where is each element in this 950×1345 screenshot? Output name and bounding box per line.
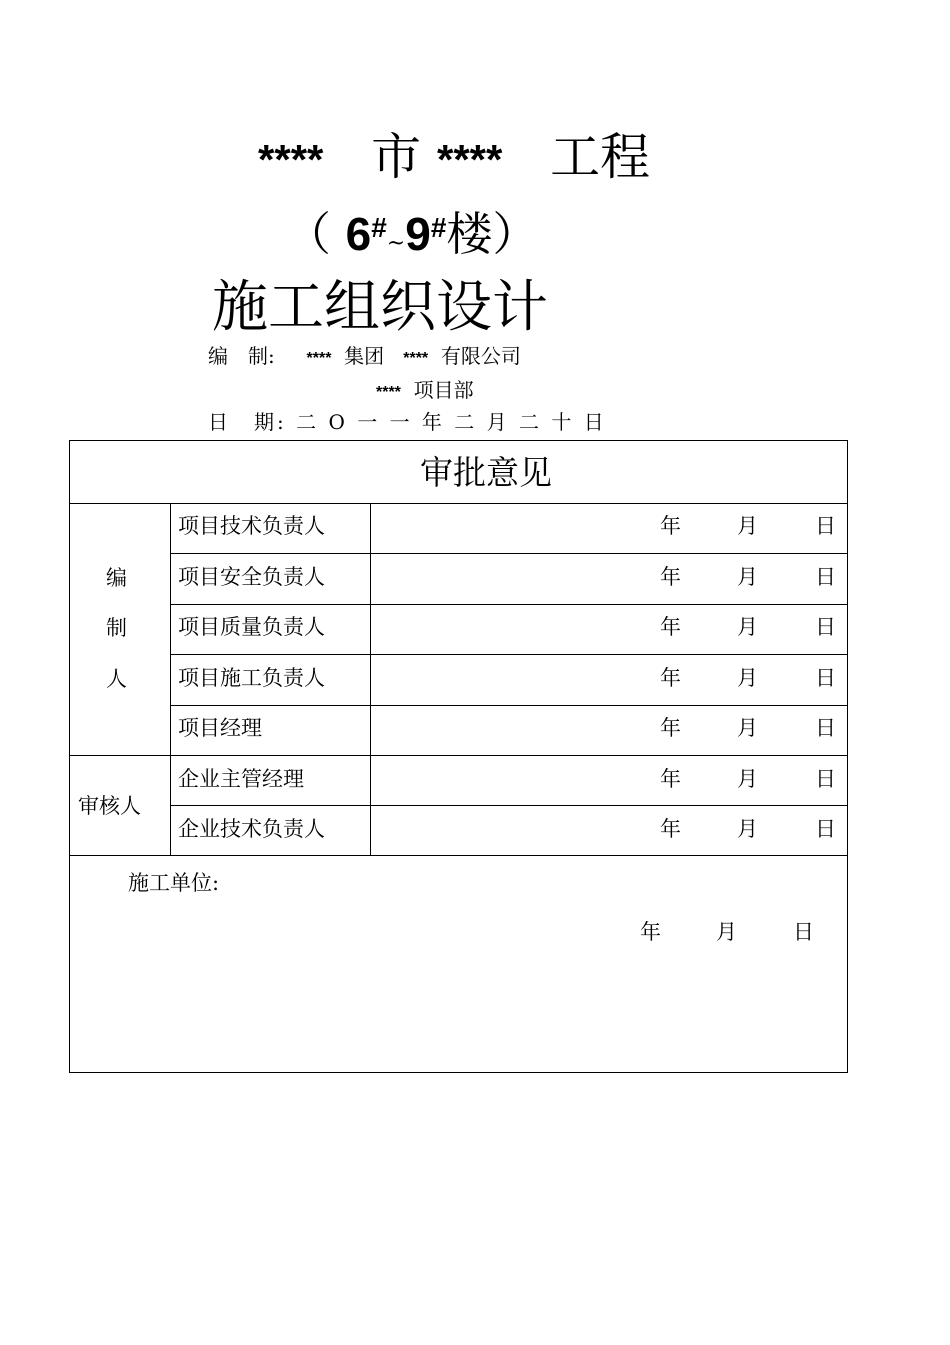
date-label: 日 期: bbox=[208, 410, 287, 434]
preparers-label-char: 制 bbox=[106, 616, 127, 640]
row-year: 年 bbox=[660, 767, 681, 791]
unit-year: 年 bbox=[640, 920, 661, 944]
row-year: 年 bbox=[660, 666, 681, 690]
row-role: 项目施工负责人 bbox=[178, 666, 325, 690]
compiler-label: 编 制: bbox=[208, 344, 275, 368]
title-to-mark: # bbox=[430, 212, 447, 243]
row-month: 月 bbox=[737, 666, 758, 690]
table-rule bbox=[70, 503, 847, 504]
document-title: 施工组织设计 bbox=[212, 275, 548, 340]
row-year: 年 bbox=[660, 514, 681, 538]
row-year: 年 bbox=[660, 565, 681, 589]
title-project: 工程 bbox=[550, 128, 651, 186]
unit-day: 日 bbox=[793, 920, 814, 944]
compiler-stars-2: **** bbox=[403, 350, 429, 367]
compiler-company: 有限公司 bbox=[440, 344, 521, 368]
title-building-suffix: 楼） bbox=[446, 207, 539, 261]
title-building-to: 9 bbox=[405, 208, 431, 260]
preparers-label-char: 人 bbox=[106, 667, 127, 691]
title-tilde: ~ bbox=[386, 231, 406, 256]
row-month: 月 bbox=[737, 716, 758, 740]
row-month: 月 bbox=[737, 565, 758, 589]
preparers-label-char: 编 bbox=[106, 566, 127, 590]
dept-stars: **** bbox=[376, 384, 401, 401]
table-rule bbox=[170, 553, 847, 554]
approval-heading: 审批意见 bbox=[420, 453, 552, 492]
compiler-stars-1: **** bbox=[306, 350, 332, 367]
row-day: 日 bbox=[815, 514, 836, 538]
dept-line bbox=[376, 377, 474, 406]
row-month: 月 bbox=[737, 817, 758, 841]
table-rule bbox=[170, 503, 171, 855]
row-day: 日 bbox=[815, 716, 836, 740]
date-value: 二 О 一 一 年 二 月 二 十 日 bbox=[296, 410, 607, 434]
row-role: 项目技术负责人 bbox=[178, 514, 325, 538]
unit-month: 月 bbox=[716, 920, 737, 944]
reviewers-label: 审核人 bbox=[78, 794, 141, 818]
compiler-group: 集团 bbox=[344, 344, 385, 368]
approval-table bbox=[69, 440, 848, 1073]
compiler-line bbox=[208, 343, 521, 372]
row-day: 日 bbox=[815, 767, 836, 791]
row-month: 月 bbox=[737, 615, 758, 639]
table-rule bbox=[170, 805, 847, 806]
construction-unit-label: 施工单位: bbox=[128, 871, 220, 895]
title-line-1 bbox=[258, 126, 650, 191]
row-month: 月 bbox=[737, 767, 758, 791]
row-role: 项目质量负责人 bbox=[178, 615, 325, 639]
table-rule bbox=[170, 705, 847, 706]
row-role: 项目安全负责人 bbox=[178, 565, 325, 589]
table-rule bbox=[70, 855, 847, 856]
title-open-paren: （ bbox=[285, 207, 331, 261]
row-year: 年 bbox=[660, 615, 681, 639]
row-day: 日 bbox=[815, 817, 836, 841]
row-day: 日 bbox=[815, 615, 836, 639]
title-building-from: 6 bbox=[345, 208, 372, 260]
table-rule bbox=[170, 654, 847, 655]
date-line bbox=[208, 409, 607, 435]
title-from-mark: # bbox=[371, 212, 387, 243]
row-year: 年 bbox=[660, 716, 681, 740]
row-role: 企业技术负责人 bbox=[178, 817, 325, 841]
title-city: 市 bbox=[371, 128, 422, 186]
table-rule bbox=[370, 503, 371, 855]
title-line-2 bbox=[285, 200, 538, 278]
title-stars-1: **** bbox=[258, 136, 324, 183]
row-role: 企业主管经理 bbox=[178, 767, 304, 791]
row-month: 月 bbox=[737, 514, 758, 538]
title-stars-2: **** bbox=[436, 136, 503, 183]
row-day: 日 bbox=[815, 565, 836, 589]
table-rule bbox=[70, 755, 847, 756]
table-rule bbox=[170, 604, 847, 605]
row-role: 项目经理 bbox=[178, 716, 262, 740]
row-day: 日 bbox=[815, 666, 836, 690]
row-year: 年 bbox=[660, 817, 681, 841]
dept-name: 项目部 bbox=[413, 378, 474, 402]
